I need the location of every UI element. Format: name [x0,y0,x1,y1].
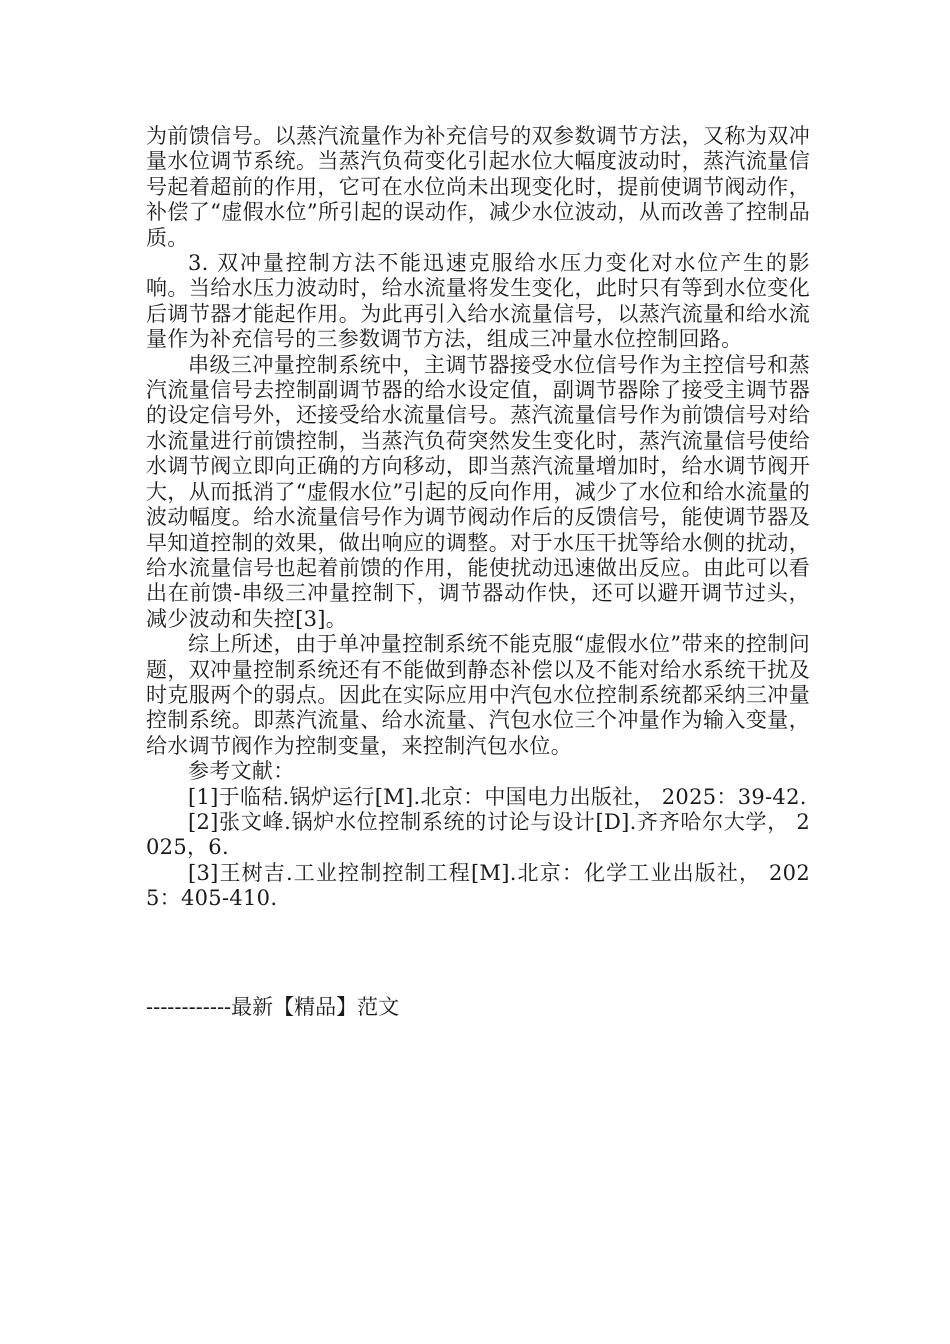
references-heading: 参考文献： [188,759,295,784]
paragraph-conclusion: 综上所述，由于单冲量控制系统不能克服“虚假水位”带来的控制问题，双冲量控制系统还有不能做到静态补偿以及不能对给水系统干扰及时克服两个的弱点。因此在实际应用中汽包水位控制系统都采纳三冲量控制系统。即蒸汽流量、给水流量、汽包水位三个冲量作为输入变量，给水调节阀作为控制变量，来控制汽包水位。 [146,632,810,758]
page-footer: ------------最新【精品】范文 [146,995,400,1019]
paragraph-cascade-three-impulse: 串级三冲量控制系统中，主调节器接受水位信号作为主控信号和蒸汽流量信号去控制副调节器的给水设定值，副调节器除了接受主调节器的设定信号外，还接受给水流量信号。蒸汽流量信号作为前馈信号对给水流量进行前馈控制，当蒸汽负荷突然发生变化时，蒸汽流量信号使给水调节阀立即向正确的方向移动，即当蒸汽流量增加时，给水调节阀开大，从而抵消了“虚假水位”引起的反向作用，减少了水位和给水流量的波动幅度。给水流量信号作为调节阀动作后的反馈信号，能使调节器及早知道控制的效果，做出响应的调整。对于水压干扰等给水侧的扰动，给水流量信号也起着前馈的作用，能使扰动迅速做出反应。由此可以看出在前馈-串级三冲量控制下，调节器动作快，还可以避开调节过头，减少波动和失控[3]。 [146,352,810,631]
document-body [146,124,810,912]
reference-item-3: [3]王树吉.工业控制控制工程[M].北京：化学工业出版社， 2025：405-410. [146,860,810,911]
paragraph-feedforward-intro: 为前馈信号。以蒸汽流量作为补充信号的双参数调节方法，又称为双冲量水位调节系统。当蒸汽负荷变化引起水位大幅度波动时，蒸汽流量信号起着超前的作用，它可在水位尚未出现变化时，提前使调节阀动作，补偿了“虚假水位”所引起的误动作，减少水位波动，从而改善了控制品质。 [146,124,810,250]
paragraph-double-impulse-limit: 3. 双冲量控制方法不能迅速克服给水压力变化对水位产生的影响。当给水压力波动时，给水流量将发生变化，此时只有等到水位变化后调节器才能起作用。为此再引入给水流量信号，以蒸汽流量和给水流量作为补充信号的三参数调节方法，组成三冲量水位控制回路。 [146,251,810,352]
reference-item-1: [1]于临秸.锅炉运行[M].北京：中国电力出版社， 2025：39-42. [188,784,807,809]
reference-item-2: [2]张文峰.锅炉水位控制系统的讨论与设计[D].齐齐哈尔大学， 2025，6. [146,809,810,860]
